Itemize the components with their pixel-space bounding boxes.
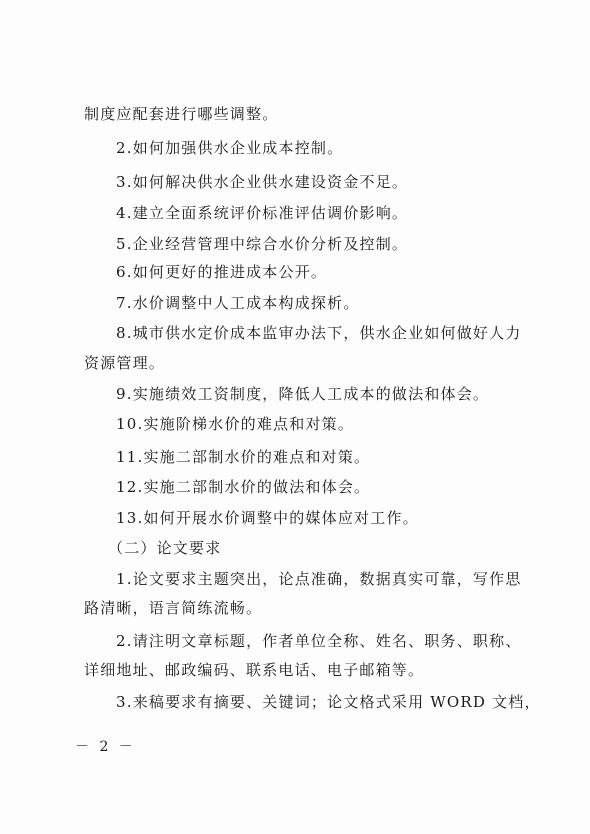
page-number: － 2 －: [75, 739, 136, 755]
text-line: 4.建立全面系统评价标准评估调价影响。: [116, 204, 409, 222]
text-line: 7.水价调整中人工成本构成探析。: [116, 294, 360, 312]
text-line: 资源管理。: [84, 354, 166, 372]
text-line: 3.如何解决供水企业供水建设资金不足。: [116, 173, 409, 191]
text-line: 1.论文要求主题突出，论点准确，数据真实可靠，写作思: [116, 570, 522, 588]
text-line: 8.城市供水定价成本监审办法下，供水企业如何做好人力: [116, 324, 522, 342]
section-heading: （二）论文要求: [108, 539, 222, 557]
text-line: 10.实施阶梯水价的难点和对策。: [116, 415, 355, 433]
text-line: 12.实施二部制水价的做法和体会。: [116, 478, 371, 496]
text-line: 路清晰，语言简练流畅。: [84, 599, 263, 617]
text-line: 13.如何开展水价调整中的媒体应对工作。: [116, 509, 419, 527]
text-line: 11.实施二部制水价的难点和对策。: [116, 448, 371, 466]
text-line: 6.如何更好的推进成本公开。: [116, 263, 328, 281]
text-line: 2.如何加强供水企业成本控制。: [116, 139, 344, 157]
text-line: 5.企业经营管理中综合水价分析及控制。: [116, 235, 409, 253]
text-line: 3.来稿要求有摘要、关键词；论文格式采用 WORD 文档，: [116, 693, 541, 711]
text-line: 9.实施绩效工资制度，降低人工成本的做法和体会。: [116, 385, 490, 403]
text-line: 2.请注明文章标题，作者单位全称、姓名、职务、职称、: [116, 632, 522, 650]
text-line: 制度应配套进行哪些调整。: [84, 105, 279, 123]
text-line: 详细地址、邮政编码、联系电话、电子邮箱等。: [84, 661, 425, 679]
